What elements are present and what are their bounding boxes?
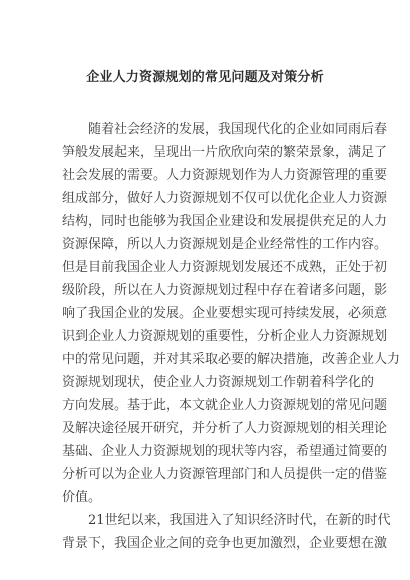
text-line: 资源保障，所以人力资源规划是企业经常性的工作内容。 xyxy=(62,237,388,252)
text-line: 中的常见问题，并对其采取必要的解决措施，改善企业人力 xyxy=(62,352,401,367)
text-line: 识到企业人力资源规划的重要性，分析企业人力资源规划 xyxy=(62,329,388,344)
text-line: 随着社会经济的发展，我国现代化的企业如同雨后春 xyxy=(88,122,388,137)
text-line: 社会发展的需要。人力资源规划作为人力资源管理的重要 xyxy=(62,168,388,183)
text-line: 背景下，我国企业之间的竞争也更加激烈，企业要想在激 xyxy=(62,536,388,551)
paragraph-2 xyxy=(62,509,391,555)
text-line: 基础、企业人力资源规划的现状等内容，希望通过简要的 xyxy=(62,444,388,459)
text-line: 价值。 xyxy=(62,490,102,505)
text-line: 级阶段，所以在人力资源规划过程中存在着诸多问题，影 xyxy=(62,283,388,298)
text-line: 21世纪以来，我国进入了知识经济时代，在新的时代 xyxy=(88,513,391,528)
paragraph-1 xyxy=(62,118,401,509)
document-title: 企业人力资源规划的常见问题及对策分析 xyxy=(86,70,324,85)
text-line: 及解决途径展开研究，并分析了人力资源规划的相关理论 xyxy=(62,421,388,436)
text-line: 组成部分，做好人力资源规划不仅可以优化企业人力资源 xyxy=(62,191,388,206)
text-line: 笋般发展起来，呈现出一片欣欣向荣的繁荣景象，满足了 xyxy=(62,145,388,160)
text-line: 结构，同时也能够为我国企业建设和发展提供充足的人力 xyxy=(62,214,388,229)
document-body xyxy=(62,118,401,555)
text-line: 方向发展。基于此，本文就企业人力资源规划的常见问题 xyxy=(62,398,388,413)
text-line: 但是目前我国企业人力资源规划发展还不成熟，正处于初 xyxy=(62,260,388,275)
text-line: 响了我国企业的发展。企业要想实现可持续发展，必须意 xyxy=(62,306,388,321)
text-line: 资源规划现状，使企业人力资源规划工作朝着科学化的 xyxy=(62,375,375,390)
text-line: 分析可以为企业人力资源管理部门和人员提供一定的借鉴 xyxy=(62,467,388,482)
